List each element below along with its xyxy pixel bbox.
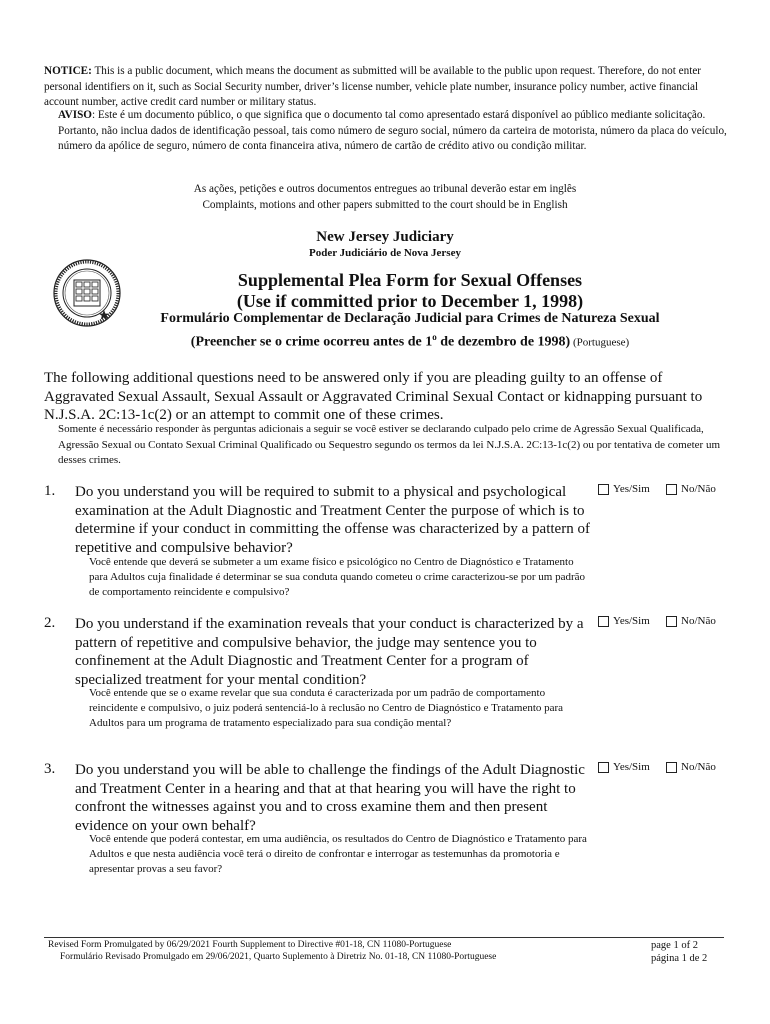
question-3-no-checkbox[interactable] (666, 762, 677, 773)
form-title-pt (0, 310, 770, 352)
question-1-text: Do you understand you will be required to submit to a physical and psychological examination at the Adult Diagnostic and Treatment Center the purpose of which is to determine if your conduct in committing the offense was characterized by a pattern of repetitive and compulsive behavior? (75, 484, 590, 556)
org-name: New Jersey Judiciary (316, 229, 454, 245)
question-1-number: 1. (44, 483, 56, 499)
question-3-yes-label: Yes/Sim (613, 761, 650, 773)
form-title-line2: (Use if committed prior to December 1, 1998) (236, 291, 584, 311)
question-2-text-pt: Você entende que se o exame revelar que sua conduta é caracterizada por um padrão de comportamento reincidente e compulsivo, o juiz poderá sentenciá-lo à reclusão no Centro de Diagnóstico e Tratamento para Adultos para um programa de tratamento especializado para sua condição mental? (89, 687, 564, 729)
question-3-number: 3. (44, 761, 56, 777)
question-2-yes-label: Yes/Sim (613, 615, 650, 627)
form-title-pt-line2: (Preencher se o crime ocorreu antes de 1$^o$ de dezembro de 1998) (Portuguese) (190, 332, 630, 350)
question-1-no-checkbox[interactable] (666, 484, 677, 495)
question-2-no-label: No/Não (681, 615, 716, 627)
language-tag: (Portuguese) (570, 336, 630, 349)
question-2-no-checkbox[interactable] (666, 616, 677, 627)
notice-label: NOTICE: (44, 65, 92, 77)
footer-divider (44, 937, 724, 938)
page-number-pt: página 1 de 2 (651, 953, 708, 964)
question-1-text-pt: Você entende que deverá se submeter a um exame físico e psicológico no Centro de Diagnóstico e Tratamento para Adultos cuja finalidade é determinar se sua conduta quando cometeu o crime caracterizou-se por um padrão de comportamento reincidente e compulsivo? (89, 556, 586, 598)
notice-paragraph (44, 64, 734, 111)
footer-revision-pt: Formulário Revisado Promulgado em 29/06/2021, Quarto Suplemento à Diretriz No. 01-18, CN 11080-Portuguese (60, 952, 497, 962)
question-1-no-label: No/Não (681, 483, 716, 495)
question-1-yes-checkbox[interactable] (598, 484, 609, 495)
notice-text: This is a public document, which means the document as submitted will be available to the public upon request. Therefore, do not enter personal identifiers on it, such as Social Security number, driver’s license number, vehicle plate number, insurance policy number, active financial account number, active credit card number or military status. (44, 65, 702, 108)
form-title (0, 270, 770, 312)
aviso-label: AVISO (58, 109, 92, 121)
intro-text: The following additional questions need to be answered only if you are pleading guilty to an offense of Aggravated Sexual Assault, Sexual Assault or Aggravated Criminal Sexual Contact or kidnapping pursuant to N.J.S.A. 2C:13-1c(2) or an attempt to commit one of these crimes. (44, 370, 703, 423)
question-3-text: Do you understand you will be able to challenge the findings of the Adult Diagnostic and Treatment Center in a hearing and that at that hearing you will have the right to confront the witnesses against you and to cross examine them and then present evidence on your own behalf? (75, 762, 585, 834)
question-2-number: 2. (44, 615, 56, 631)
org-name-pt: Poder Judiciário de Nova Jersey (309, 247, 461, 259)
footer-revision: Revised Form Promulgated by 06/29/2021 Fourth Supplement to Directive #01-18, CN 11080-Portuguese (48, 940, 452, 950)
aviso-text: : Este é um documento público, o que significa que o documento tal como apresentado estará disponível ao público mediante solicitação. Portanto, não inclua dados de identificação pessoal, tais como número de seguro social, número da carteira de motorista, número da placa do veículo, número da apólice de seguro, número de conta financeira ativa, número de cartão de crédito ativo ou condição militar. (58, 109, 727, 152)
question-3-text-pt: Você entende que poderá contestar, em uma audiência, os resultados do Centro de Diagnóstico e Tratamento para Adultos e que nesta audiência você terá o direito de confrontar e interrogar as testemunhas da promotoria e apresentar provas a seu favor? (89, 833, 587, 875)
question-2-yes-checkbox[interactable] (598, 616, 609, 627)
form-title-line1: Supplemental Plea Form for Sexual Offenses (237, 270, 583, 290)
language-note-en: Complaints, motions and other papers submitted to the court should be in English (202, 199, 568, 211)
question-1-yes-label: Yes/Sim (613, 483, 650, 495)
form-title-pt-line1: Formulário Complementar de Declaração Judicial para Crimes de Natureza Sexual (160, 311, 660, 326)
language-note-pt: As ações, petições e outros documentos entregues ao tribunal deverão estar em inglês (193, 183, 577, 195)
page-number: page 1 of 2 (651, 940, 698, 951)
question-3-yes-checkbox[interactable] (598, 762, 609, 773)
intro-text-pt: Somente é necessário responder às perguntas adicionais a seguir se você estiver se declarando culpado pelo crime de Agressão Sexual Qualificada, Agressão Sexual ou Contato Sexual Criminal Qualificado ou Sequestro segundo os termos da lei N.J.S.A. 2C:13-1c(2) ou por tentativa de cometer um desses crimes. (58, 423, 721, 466)
aviso-paragraph (58, 108, 734, 155)
question-2-text: Do you understand if the examination reveals that your conduct is characterized by a pattern of repetitive and compulsive behavior, the judge may sentence you to confinement at the Adult Diagnostic and Treatment Center for a program of specialized treatment for your mental condition? (75, 616, 584, 688)
question-3-no-label: No/Não (681, 761, 716, 773)
